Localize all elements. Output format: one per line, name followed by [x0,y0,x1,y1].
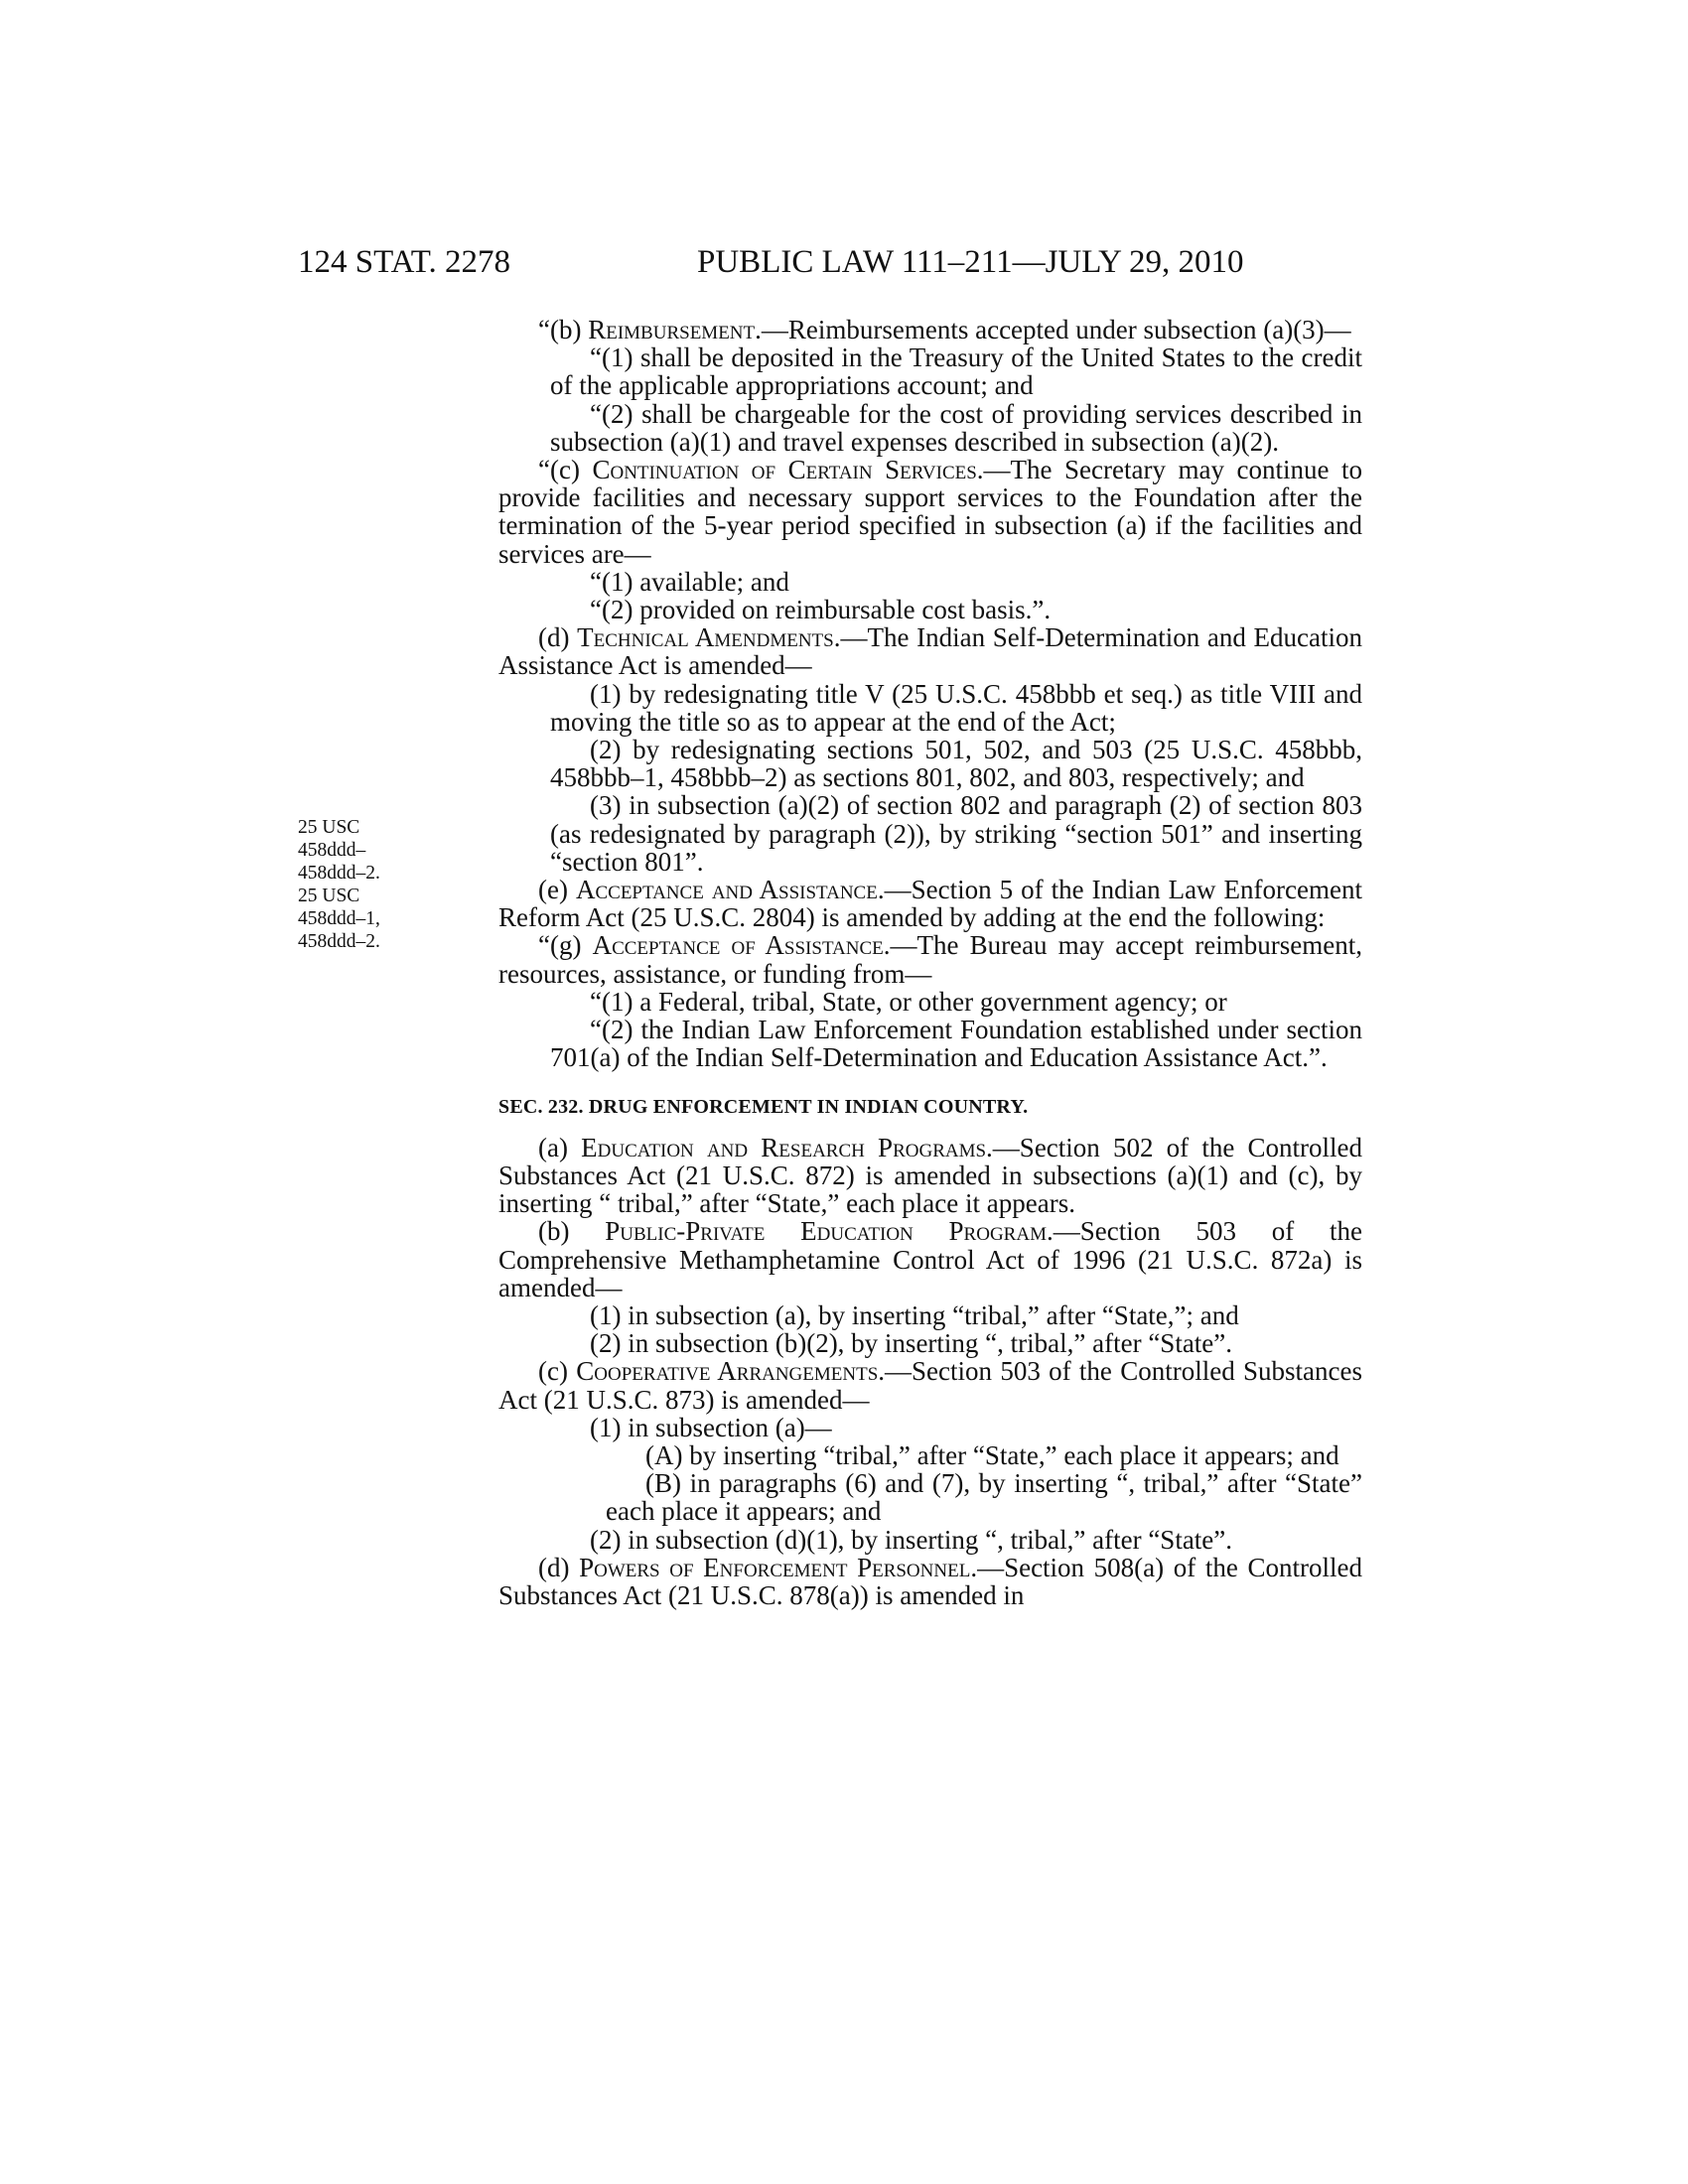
subsection-heading: Public-Private Education Program [605,1216,1047,1247]
paragraph-1: “(1) a Federal, tribal, State, or other government agency; or [590,986,1227,1017]
public-law-title: PUBLIC LAW 111–211—JULY 29, 2010 [697,244,1244,280]
subsection-heading: Reimbursement [588,315,756,344]
margin-note-line: 458ddd–2. [298,931,380,952]
subparagraph-b: (B) in paragraphs (6) and (7), by inserting “, tribal,” after “State” each place it appears; and [606,1468,1362,1527]
margin-note-line: 25 USC [298,886,360,906]
paragraph-2: (2) by redesignating sections 501, 502, and 503 (25 U.S.C. 458bbb, 458bbb–1, 458bbb–2) as sections 801, 802, and 803, respectively; and [550,735,1362,793]
section-heading: SEC. 232. DRUG ENFORCEMENT IN INDIAN COUNTRY. [498,1096,1029,1119]
paragraph-1: (1) in subsection (a)— [590,1412,832,1442]
paragraph-1: “(1) available; and [590,566,789,597]
subsection-b-reimbursement: “(b) Reimbursement.—Reimbursements accepted under subsection (a)(3)— [538,315,1351,344]
subsection-heading: Powers of Enforcement Personnel [579,1552,971,1582]
page-header [298,244,1291,294]
subsection-heading: Acceptance and Assistance [575,875,878,905]
subsection-a-education-research: (a) Education and Research Programs.—Section 502 of the Controlled Substances Act (21 U.S.C. 872) is amended in subsections (a)(1) and (c), by inserting “ tribal,” after “State,” each place it appears. [498,1132,1362,1219]
subsection-c-cooperative-arrangements: (c) Cooperative Arrangements.—Section 503 of the Controlled Substances Act (21 U.S.C. 873) is amended— [498,1356,1362,1415]
paragraph-1: “(1) shall be deposited in the Treasury of the United States to the credit of the applicable appropriations account; and [550,342,1362,401]
paragraph-2: “(2) shall be chargeable for the cost of providing services described in subsection (a)(1) and travel expenses described in subsection (a)(2). [550,398,1362,457]
margin-note-line: 25 USC [298,817,360,838]
subsection-b-public-private: (b) Public-Private Education Program.—Section 503 of the Comprehensive Methamphetamine Control Act of 1996 (21 U.S.C. 872a) is amended— [498,1216,1363,1302]
subsection-d-powers-enforcement: (d) Powers of Enforcement Personnel.—Section 508(a) of the Controlled Substances Act (21 U.S.C. 878(a)) is amended in [498,1552,1362,1610]
paragraph-2: “(2) the Indian Law Enforcement Foundation established under section 701(a) of the Indian Self-Determination and Education Assistance Act.”. [550,1015,1362,1073]
margin-note-line: 458ddd–2. [298,863,380,884]
law-text-body [498,316,1362,1609]
margin-note-line: 458ddd– [298,840,366,861]
margin-citation-note [298,816,427,953]
paragraph-2: (2) in subsection (b)(2), by inserting “, tribal,” after “State”. [590,1328,1233,1359]
statute-page-reference: 124 STAT. 2278 [298,244,511,280]
subsection-d-technical-amendments: (d) Technical Amendments.—The Indian Self-Determination and Education Assistance Act is amended— [498,622,1362,681]
paragraph-2: “(2) provided on reimbursable cost basis.”. [590,595,1052,625]
subsection-e-acceptance: (e) Acceptance and Assistance.—Section 5 of the Indian Law Enforcement Reform Act (25 U.S.C. 2804) is amended by adding at the end the following: [498,875,1362,933]
paragraph-1: (1) in subsection (a), by inserting “tribal,” after “State,”; and [590,1299,1239,1330]
subsection-heading: Technical Amendments [577,622,834,653]
subsection-heading: Cooperative Arrangements [576,1356,879,1387]
paragraph-1: (1) by redesignating title V (25 U.S.C. 458bbb et seq.) as title VIII and moving the title so as to appear at the end of the Act; [550,678,1362,737]
subsection-c-continuation: “(c) Continuation of Certain Services.—The Secretary may continue to provide facilities and necessary support services to the Foundation after the termination of the 5-year period specified in subsection (a) if the facilities and services are— [498,455,1362,569]
paragraph-3: (3) in subsection (a)(2) of section 802 and paragraph (2) of section 803 (as redesignated by paragraph (2)), by striking “section 501” and inserting “section 801”. [550,790,1362,877]
paragraph-2: (2) in subsection (d)(1), by inserting “, tribal,” after “State”. [590,1524,1233,1555]
subsection-g-acceptance-of-assistance: “(g) Acceptance of Assistance.—The Bureau may accept reimbursement, resources, assistance, or funding from— [498,930,1362,989]
subparagraph-a: (A) by inserting “tribal,” after “State,” each place it appears; and [645,1439,1339,1470]
margin-note-line: 458ddd–1, [298,908,380,929]
subsection-heading: Acceptance of Assistance [592,930,884,961]
subsection-heading: Continuation of Certain Services [592,455,977,485]
subsection-heading: Education and Research Programs [581,1132,987,1162]
